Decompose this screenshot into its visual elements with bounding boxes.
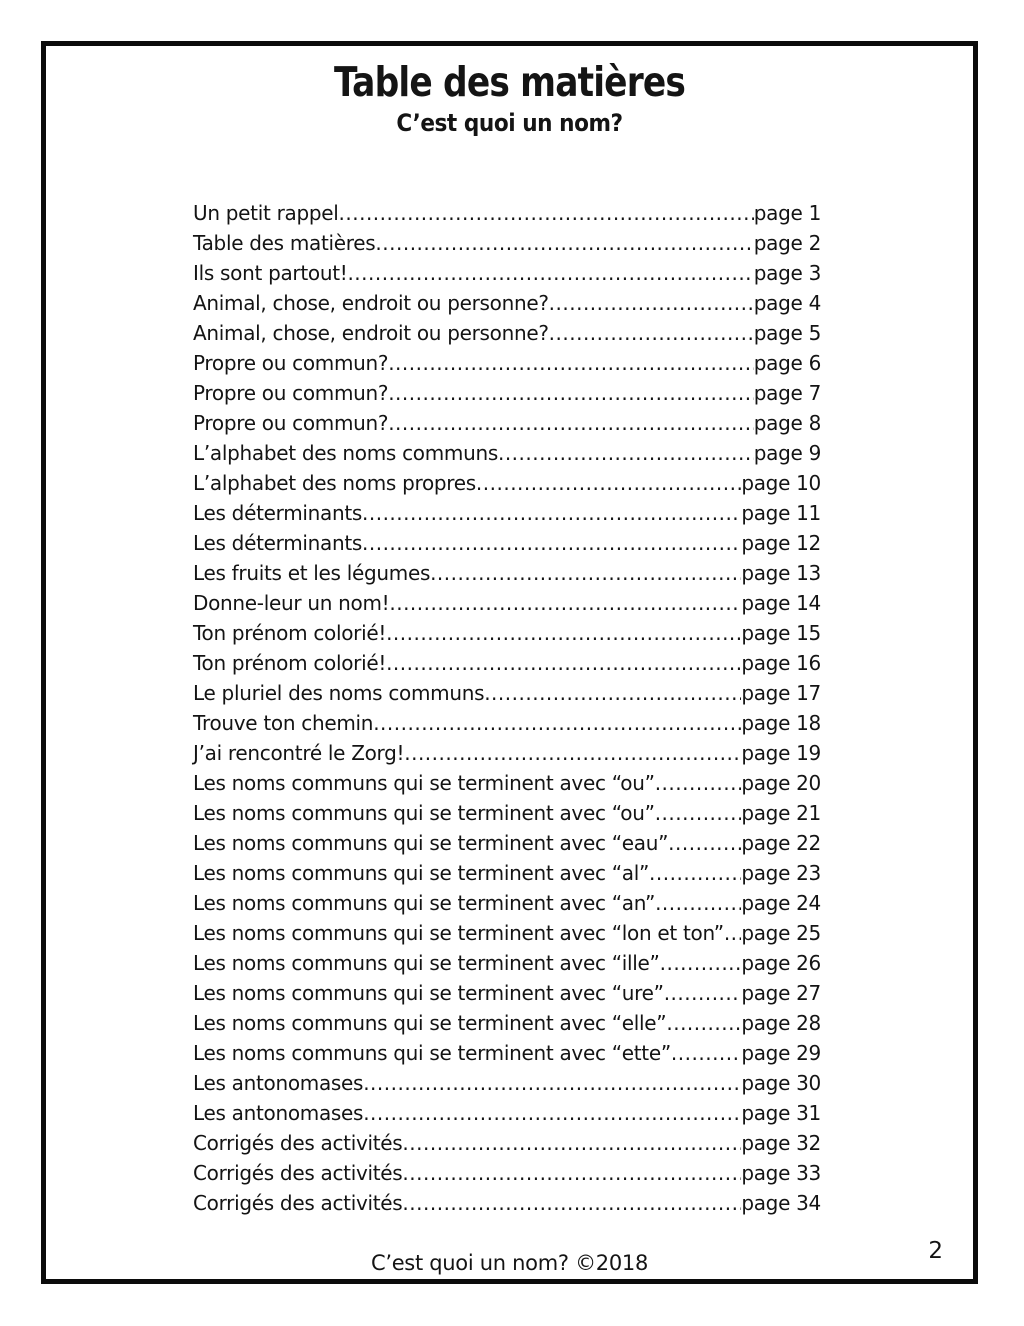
toc-entry-page: page 5 — [753, 321, 821, 345]
toc-entry-title: Corrigés des activités — [193, 1131, 403, 1155]
toc-entry — [193, 648, 821, 678]
toc-entry-page: page 8 — [753, 411, 821, 435]
toc-leader-dots — [375, 228, 753, 258]
toc-entry-title: Les déterminants — [193, 501, 362, 525]
toc-leader-dots — [430, 558, 741, 588]
toc-entry — [193, 1128, 821, 1158]
toc-entry-page: page 22 — [741, 831, 821, 855]
toc-entry-title: Animal, chose, endroit ou personne? — [193, 291, 549, 315]
toc-entry-page: page 34 — [741, 1191, 821, 1215]
toc-entry-title: Ils sont partout! — [193, 261, 348, 285]
toc-entry-title: Les antonomases — [193, 1071, 364, 1095]
toc-entry-title: Les noms communs qui se terminent avec “ette” — [193, 1041, 671, 1065]
document-header — [46, 58, 973, 137]
toc-leader-dots — [373, 708, 741, 738]
toc-entry-page: page 23 — [741, 861, 821, 885]
toc-leader-dots — [362, 498, 741, 528]
toc-leader-dots — [386, 648, 741, 678]
toc-entry-title: Les antonomases — [193, 1101, 364, 1125]
toc-entry — [193, 828, 821, 858]
document-title: Table des matières — [333, 58, 686, 106]
toc-entry-title: Corrigés des activités — [193, 1161, 403, 1185]
toc-leader-dots — [402, 1158, 741, 1188]
toc-entry-page: page 1 — [753, 201, 821, 225]
toc-leader-dots — [404, 738, 741, 768]
toc-entry-title: J’ai rencontré le Zorg! — [193, 741, 405, 765]
toc-entry-page: page 21 — [741, 801, 821, 825]
toc-leader-dots — [549, 288, 754, 318]
toc-entry-title: L’alphabet des noms propres — [193, 471, 476, 495]
toc-entry-title: Animal, chose, endroit ou personne? — [193, 321, 549, 345]
toc-leader-dots — [724, 918, 742, 948]
toc-entry-title: Les noms communs qui se terminent avec “ille” — [193, 951, 660, 975]
toc-leader-dots — [666, 1008, 741, 1038]
toc-leader-dots — [339, 198, 754, 228]
toc-entry-page: page 27 — [741, 981, 821, 1005]
toc-entry — [193, 468, 821, 498]
toc-entry — [193, 228, 821, 258]
toc-entry-page: page 13 — [741, 561, 821, 585]
toc-entry-page: page 15 — [741, 621, 821, 645]
toc-entry-title: Les noms communs qui se terminent avec “eau” — [193, 831, 669, 855]
toc-leader-dots — [388, 378, 754, 408]
toc-entry — [193, 1068, 821, 1098]
toc-leader-dots — [402, 1128, 741, 1158]
toc-leader-dots — [649, 858, 741, 888]
toc-entry — [193, 1008, 821, 1038]
toc-entry-page: page 14 — [741, 591, 821, 615]
toc-entry-page: page 4 — [753, 291, 821, 315]
toc-entry — [193, 858, 821, 888]
toc-entry — [193, 348, 821, 378]
toc-leader-dots — [660, 948, 742, 978]
toc-entry-page: page 25 — [741, 921, 821, 945]
toc-entry-title: Donne-leur un nom! — [193, 591, 390, 615]
toc-entry-title: Le pluriel des noms communs — [193, 681, 485, 705]
toc-leader-dots — [549, 318, 754, 348]
toc-leader-dots — [388, 348, 754, 378]
toc-entry-title: L’alphabet des noms communs — [193, 441, 498, 465]
toc-entry-title: Les noms communs qui se terminent avec “lon et ton” — [193, 921, 724, 945]
toc-leader-dots — [402, 1188, 741, 1218]
toc-entry-title: Un petit rappel — [193, 201, 339, 225]
toc-entry-page: page 28 — [741, 1011, 821, 1035]
toc-entry-page: page 7 — [753, 381, 821, 405]
toc-entry — [193, 438, 821, 468]
toc-entry — [193, 888, 821, 918]
toc-entry — [193, 588, 821, 618]
toc-leader-dots — [498, 438, 754, 468]
toc-entry — [193, 618, 821, 648]
toc-entry-page: page 12 — [741, 531, 821, 555]
toc-leader-dots — [389, 588, 741, 618]
page-frame — [41, 41, 978, 1284]
toc-entry-title: Les noms communs qui se terminent avec “ou” — [193, 771, 655, 795]
toc-entry — [193, 948, 821, 978]
toc-entry — [193, 558, 821, 588]
toc-leader-dots — [671, 1038, 741, 1068]
toc-entry-title: Les déterminants — [193, 531, 362, 555]
toc-entry-page: page 26 — [741, 951, 821, 975]
toc-entry — [193, 678, 821, 708]
toc-entry-page: page 33 — [741, 1161, 821, 1185]
toc-entry-page: page 11 — [741, 501, 821, 525]
toc-entry-page: page 32 — [741, 1131, 821, 1155]
toc-entry-title: Les noms communs qui se terminent avec “elle” — [193, 1011, 667, 1035]
toc-entry-page: page 30 — [741, 1071, 821, 1095]
toc-entry — [193, 768, 821, 798]
toc-entry-title: Les fruits et les légumes — [193, 561, 431, 585]
toc-leader-dots — [386, 618, 741, 648]
toc-entry-page: page 6 — [753, 351, 821, 375]
toc-entry-page: page 18 — [741, 711, 821, 735]
toc-list — [193, 198, 821, 1218]
toc-entry — [193, 408, 821, 438]
toc-leader-dots — [362, 528, 741, 558]
toc-entry-title: Les noms communs qui se terminent avec “an” — [193, 891, 656, 915]
toc-entry-page: page 29 — [741, 1041, 821, 1065]
toc-leader-dots — [363, 1098, 741, 1128]
toc-leader-dots — [347, 258, 753, 288]
toc-leader-dots — [664, 978, 742, 1008]
toc-leader-dots — [655, 888, 741, 918]
toc-entry — [193, 378, 821, 408]
toc-entry — [193, 978, 821, 1008]
toc-entry — [193, 198, 821, 228]
toc-entry-page: page 17 — [741, 681, 821, 705]
toc-entry — [193, 498, 821, 528]
toc-entry-title: Les noms communs qui se terminent avec “ure” — [193, 981, 664, 1005]
toc-leader-dots — [363, 1068, 741, 1098]
toc-entry — [193, 288, 821, 318]
toc-entry-page: page 19 — [741, 741, 821, 765]
toc-entry — [193, 1158, 821, 1188]
toc-entry-page: page 10 — [741, 471, 821, 495]
toc-entry — [193, 1188, 821, 1218]
toc-leader-dots — [476, 468, 741, 498]
toc-entry-title: Propre ou commun? — [193, 381, 389, 405]
toc-entry — [193, 528, 821, 558]
toc-entry — [193, 798, 821, 828]
toc-entry-page: page 24 — [741, 891, 821, 915]
toc-entry — [193, 1098, 821, 1128]
toc-entry-title: Propre ou commun? — [193, 351, 389, 375]
toc-entry — [193, 708, 821, 738]
toc-entry — [193, 738, 821, 768]
toc-entry — [193, 318, 821, 348]
toc-leader-dots — [668, 828, 741, 858]
toc-leader-dots — [484, 678, 741, 708]
toc-entry — [193, 918, 821, 948]
toc-entry-title: Ton prénom colorié! — [193, 621, 387, 645]
toc-entry-title: Corrigés des activités — [193, 1191, 403, 1215]
toc-entry-page: page 2 — [753, 231, 821, 255]
toc-entry-title: Propre ou commun? — [193, 411, 389, 435]
page-number: 2 — [928, 1238, 943, 1264]
toc-entry-title: Les noms communs qui se terminent avec “al” — [193, 861, 650, 885]
toc-entry-title: Table des matières — [193, 231, 376, 255]
document-subtitle: C’est quoi un nom? — [396, 109, 623, 137]
toc-leader-dots — [655, 798, 742, 828]
toc-entry-page: page 9 — [753, 441, 821, 465]
toc-entry-page: page 3 — [753, 261, 821, 285]
toc-entry — [193, 1038, 821, 1068]
toc-entry-page: page 31 — [741, 1101, 821, 1125]
toc-leader-dots — [388, 408, 754, 438]
footer-text: C’est quoi un nom? ©2018 — [370, 1251, 649, 1275]
toc-entry-page: page 16 — [741, 651, 821, 675]
toc-leader-dots — [655, 768, 742, 798]
toc-entry-title: Les noms communs qui se terminent avec “ou” — [193, 801, 655, 825]
toc-entry — [193, 258, 821, 288]
toc-entry-page: page 20 — [741, 771, 821, 795]
toc-entry-title: Trouve ton chemin — [193, 711, 374, 735]
toc-entry-title: Ton prénom colorié! — [193, 651, 387, 675]
